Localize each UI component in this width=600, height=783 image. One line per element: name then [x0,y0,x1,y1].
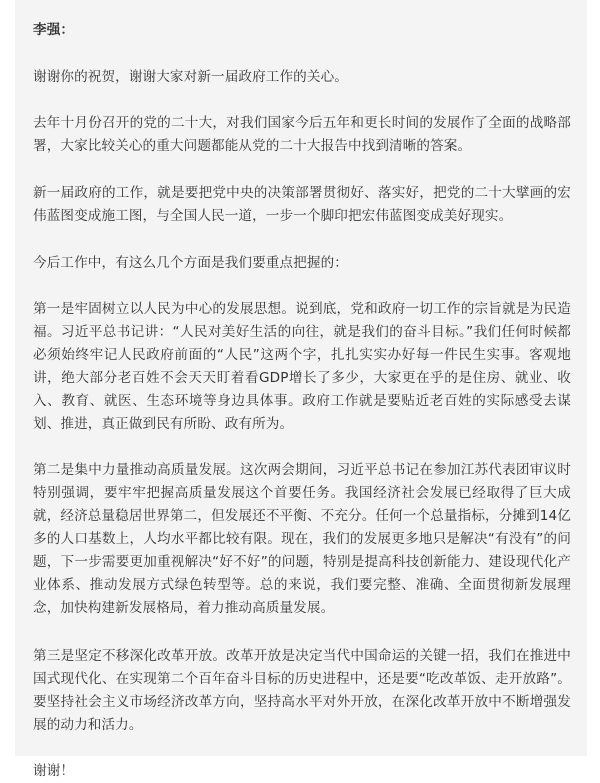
paragraph: 第一是牢固树立以人民为中心的发展思想。说到底，党和政府一切工作的宗旨就是为民造福。习近平总书记讲：“人民对美好生活的向往，就是我们的奋斗目标。”我们任何时候都必须始终牢记人民政府前面的“人民”这两个字，扎扎实实办好每一件民生实事。客观地讲，绝大部分老百姓不会天天盯着看GDP增长了多少，大家更在乎的是住房、就业、收入、教育、就医、生态环境等身边具体事。政府工作就是要贴近老百姓的实际感受去谋划、推进，真正做到民有所盼、政有所为。 [33,301,571,432]
speaker-name: 李强： [33,22,75,38]
paragraph: 谢谢你的祝贺，谢谢大家对新一届政府工作的关心。 [33,69,348,85]
paragraph: 新一届政府的工作，就是要把党中央的决策部署贯彻好、落实好，把党的二十大擘画的宏伟蓝图变成施工图，与全国人民一道，一步一个脚印把宏伟蓝图变成美好现实。 [33,185,571,224]
transcript-card [15,0,587,779]
closing-remark: 谢谢！ [33,763,75,779]
paragraph: 去年十月份召开的党的二十大，对我们国家今后五年和更长时间的发展作了全面的战略部署，大家比较关心的重大问题都能从党的二十大报告中找到清晰的答案。 [33,115,571,154]
paragraph: 第二是集中力量推动高质量发展。这次两会期间，习近平总书记在参加江苏代表团审议时特别强调，要牢牢把握高质量发展这个首要任务。我国经济社会发展已经取得了巨大成就，经济总量稳居世界第二，但发展还不平衡、不充分。任何一个总量指标，分摊到14亿多的人口基数上，人均水平都比较有限。现在，我们的发展更多地只是解决“有没有”的问题，下一步需要更加重视解决“好不好”的问题，特别是提高科技创新能力、建设现代化产业体系、推动发展方式绿色转型等。总的来说，我们要完整、准确、全面贯彻新发展理念，加快构建新发展格局，着力推动高质量发展。 [33,462,571,616]
paragraph: 第三是坚定不移深化改革开放。改革开放是决定当代中国命运的关键一招，我们在推进中国式现代化、在实现第二个百年奋斗目标的历史进程中，还是要“吃改革饭、走开放路”。要坚持社会主义市场经济改革方向，坚持高水平对外开放，在深化改革开放中不断增强发展的动力和活力。 [33,648,571,733]
paragraph: 今后工作中，有这么几个方面是我们要重点把握的： [33,255,348,271]
